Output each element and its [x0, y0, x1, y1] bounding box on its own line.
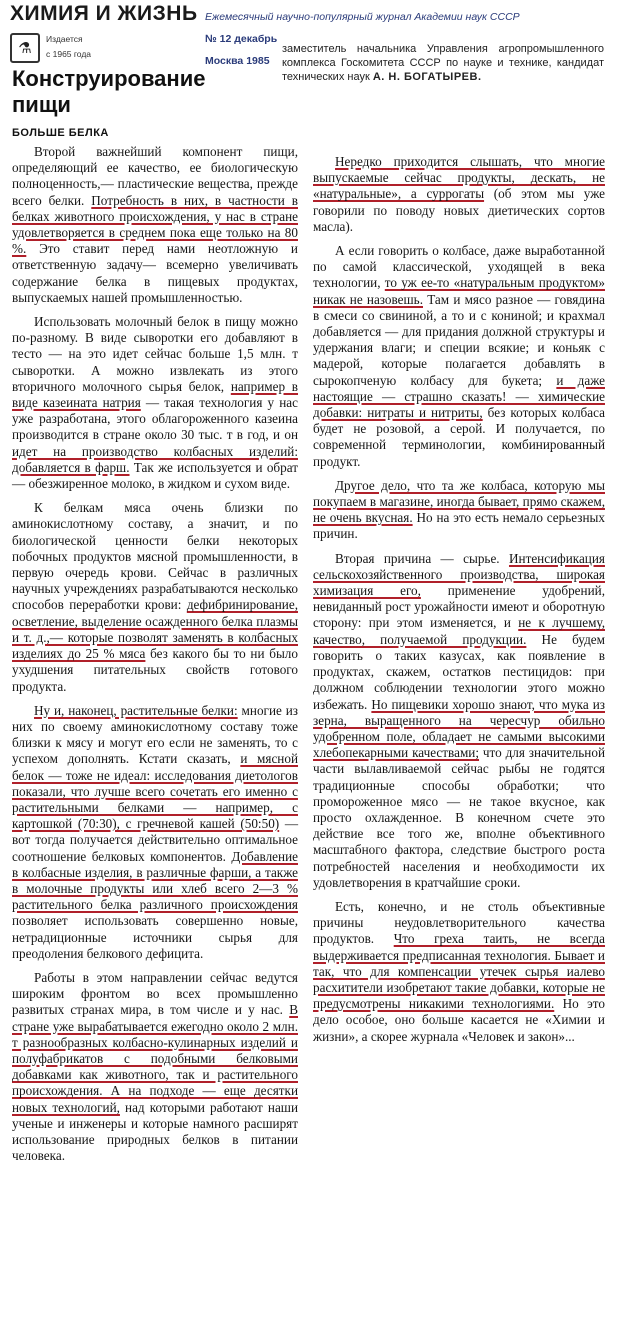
underlined-text: и даже настоящие — страшно сказать! — химические добавки: нитраты и нитриты, [313, 372, 605, 421]
paragraph [313, 899, 605, 1045]
underlined-text: Интенсификация сельскохозяйственного производства, широкая химизация его, [313, 550, 605, 599]
magazine-tagline: Ежемесячный научно-популярный журнал Академии наук СССР [205, 11, 520, 23]
text-span: А если говорить о колбасе, даже выработанной по самой классической, уходящей в века технологии, [313, 243, 605, 291]
text-span: — такая технология у нас уже разработана, этого облагороженного казеина производится в стране около 30 тыс. т в год, и он [12, 395, 298, 443]
text-span: позволяет использовать совершенно новые, нетрадиционные источники сырья для преодоления белкового дефицита. [12, 913, 298, 961]
underlined-text: не к лучшему, качество, получаемой продукции. [313, 615, 605, 647]
underlined-text: В стране уже вырабатывается ежегодно около 2 млн. т разнообразных колбасно-кулинарных изделий и полуфабрикатов с подобными белковыми добавками как животного, так и растительного происхождения. А на подходе — еще десятки новых технологий, [12, 1002, 298, 1115]
since-line-1: Издается [46, 34, 83, 44]
underlined-text: и мясной белок — тоже не идеал: исследования диетологов показали, что лучше всего сочетать его именно с растительными белками — например, с картошкой (70:30), с гречневой кашей (50:50) [12, 751, 299, 832]
underlined-text: дефибринирование, осветление, выделение осажденного белка плазмы и т. д.,— которые позволят заменять в колбасных изделиях до 25 % мяса [12, 597, 298, 662]
article-title [12, 66, 205, 118]
right-column [313, 154, 606, 1044]
underlined-text: например в виде казеината натрия [12, 378, 299, 411]
text-span: Есть, конечно, и не столь объективные причины неудовлетворительного качества продуктов. [313, 898, 605, 947]
left-column [12, 144, 298, 1336]
since-line-2: с 1965 года [46, 49, 92, 59]
magazine-title: ХИМИЯ И ЖИЗНЬ [10, 2, 198, 25]
text-span: Вторая причина — сырье. [335, 550, 509, 566]
place-year: Москва 1985 [205, 55, 270, 67]
underlined-text: Но пищевики хорошо знают, что мука из зерна, выращенного на чересчур обильно удобренном поле, обладает не самыми высокими хлебопекарными качествами; [313, 696, 605, 761]
paragraph [313, 478, 605, 543]
paragraph [12, 500, 298, 694]
text-span: Но на это есть немало серьезных причин. [313, 510, 605, 542]
text-span: — вот тогда получается действительно оптимальное соотношение белковых компонентов. [12, 816, 299, 864]
paragraph [313, 551, 605, 891]
issue-number: № 12 декабрь [205, 33, 278, 45]
since-note [46, 32, 91, 62]
section-heading: БОЛЬШЕ БЕЛКА [12, 127, 109, 139]
paragraph [12, 970, 298, 1164]
underlined-text: Потребность в них, в частности в белках животного происхождения, у нас в стране удовлетворяется в среднем пока еще только на 80 %. [12, 192, 298, 257]
underlined-text: Ну и, наконец, растительные белки: [34, 702, 238, 718]
paragraph [12, 314, 298, 492]
paragraph [12, 703, 298, 962]
text-span: К белкам мяса очень близки по аминокислотному составу, а значит, и по биологической ценности белки некоторых побочных продуктов мясной промышленности, в первую очередь крови. Сейчас в различных научных учреждениях разрабатываются несколько способов переработки крови: [12, 500, 298, 613]
text-span: применение удобрений, невиданный рост урожайности имеют и оборотную сторону: при этом изменяется, и [313, 583, 605, 631]
text-span: без которых колбаса будет не розовой, а серой. И получается, по современной терминологии, комбинированный продукт. [313, 405, 605, 469]
underlined-text: Другое дело, что та же колбаса, которую мы покупаем в магазине, иногда бывает, прямо скажем, не очень вкусная. [313, 477, 605, 526]
text-span: над которыми работают наши ученые и инженеры и которые намного расширят использование природных белков в питании человека. [12, 1099, 299, 1164]
text-span: без какого бы то ни было ухудшения питательных свойств готового продукта. [12, 646, 298, 694]
underlined-text: идет на производство колбасных изделий: добавляется в фарш. [12, 443, 298, 475]
underlined-text: Что греха таить, не всегда выдерживается предписанная технология. Бывает и так, что для компенсации утечек сырья иалево расхитители изобретают такие добавки, которые не предусмотрены никакими технологиями. [313, 931, 606, 1012]
magazine-logo-icon: ⚗ [10, 33, 40, 63]
text-span: Использовать молочный белок в пищу можно по-разному. В виде сыворотки его добавляют в тесто — на это идет сейчас больше 1,5 млн. т сыворотки. А можно извлекать из этого вторичного молочного сырья белок, [12, 314, 298, 394]
author-name: А. Н. БОГАТЫРЕВ. [372, 71, 482, 83]
text-span: Второй важнейший компонент пищи, определяющий ее качество, ее биологическую полноценность,— пластические вещества, прежде всего белки. [12, 144, 298, 208]
paragraph [313, 154, 605, 235]
underlined-text: Нередко приходится слышать, что многие выпускаемые сейчас продукты, дескать, не «натуральные», а суррогаты [313, 154, 605, 202]
author-position: заместитель начальника Управления агропромышленного комплекса Госкомитета СССР по науке и технике, кандидат технических наук [282, 43, 604, 83]
article-title-line-1: Конструирование [12, 66, 206, 91]
text-span: Это ставит перед нами неотложную и ответственную задачу— всемерно увеличивать содержание белка в пищевых продуктах, выпускаемых нашей промышленностью. [12, 241, 298, 305]
text-span: многие из них по своему аминокислотному составу тоже близки к мясу и могут его если не заменять, то с успехом дополнять. Кстати сказать, [12, 702, 298, 767]
paragraph [313, 243, 605, 470]
underlined-text: то уж ее-то «натуральным продуктом» никак не назовешь. [313, 275, 605, 307]
text-span: Так же используется и обрат — обезжиренное молоко, в жидком и сухом виде. [12, 459, 298, 492]
article-title-line-2: пищи [12, 92, 71, 117]
text-span: Не будем говорить о таких казусах, как появление в продуктах, скажем, остатков пестицидов: при должном соблюдении технологии этого можно избежать. [313, 631, 605, 712]
underlined-text: Добавление в колбасные изделия, в различные фарши, а также в молочные продукты или хлеб всего 2—3 % растительного белка различного происхождения [12, 848, 298, 913]
text-span: Работы в этом направлении сейчас ведутся широким фронтом во всех промышленно развитых странах мира, в том числе и у нас. [12, 969, 298, 1018]
text-span: (об этом мы уже говорили по поводу новых диетических сортов масла). [313, 186, 605, 234]
text-span: Но это дело особое, оно больше касается не «Химии и жизни», а скорее журнала «Человек и закон»... [313, 996, 605, 1044]
author-byline [282, 42, 604, 84]
text-span: что для значительной части вылавливаемой сейчас рыбы не годятся традиционные способы обработки; что промороженное мясо — не такое вкусное, как просто охлажденное. В конечном счете это действие все того же, вполне объективного масштабного фактора, следствие быстрого роста потребностей населения и необходимости их удовлетворения в кратчайшие сроки. [313, 745, 606, 890]
text-span: Там и мясо разное — говядина в смеси со свининой, а то и с кониной; и крахмал добавляется — для придания должной структуры и удержания влаги; и специи всякие; и коньяк с мадерой, которые полагается добавлять в сырокопченую колбасу для букета; [313, 291, 605, 388]
paragraph [12, 144, 298, 306]
